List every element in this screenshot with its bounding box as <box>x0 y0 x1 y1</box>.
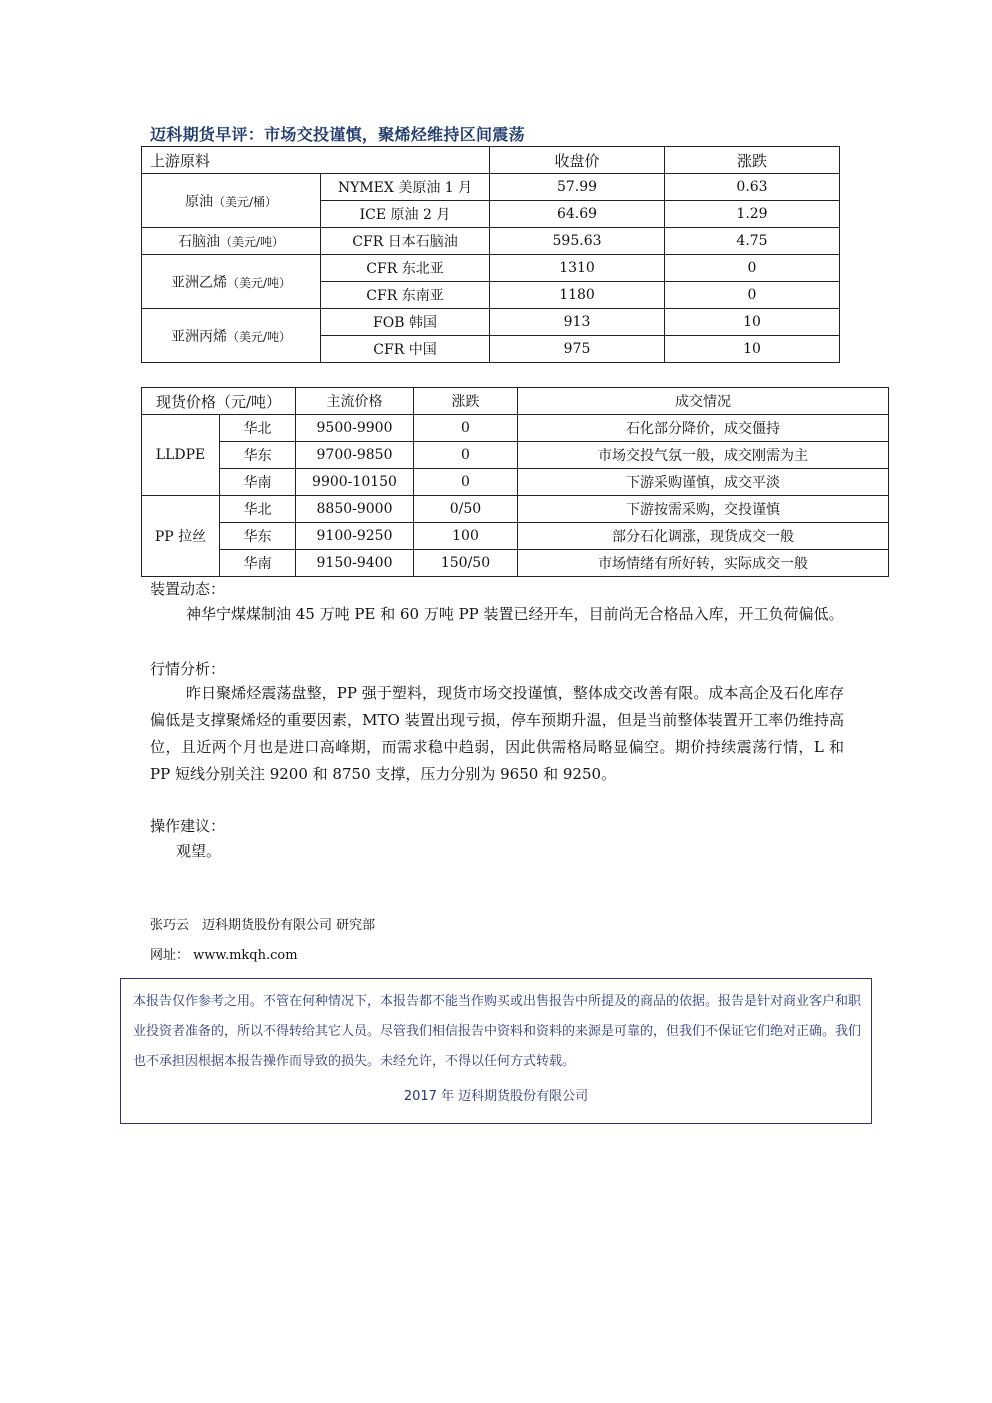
device-heading: 装置动态： <box>150 580 226 598</box>
product-label: PP 拉丝 <box>142 496 220 577</box>
spot-price-table <box>141 387 889 577</box>
analysis-text: 昨日聚烯烃震荡盘整，PP 强于塑料，现货市场交投谨慎，整体成交改善有限。成本高企及石化库存偏低是支撑聚烯烃的重要因素，MTO 装置出现亏损，停车预期升温，但是当前整体装置开工率仍维持高位，且近两个月也是进口高峰期，而需求稳中趋弱，因此供需格局略显偏空。期价持续震荡行情，L 和 PP 短线分别关注 9200 和 8750 支撑，压力分别为 9650 和 9250。 <box>150 684 844 783</box>
header-price: 主流价格 <box>296 388 414 415</box>
status-cell: 石化部分降价，成交僵持 <box>518 415 889 442</box>
status-cell: 下游采购谨慎，成交平淡 <box>518 469 889 496</box>
price-cell: 9700-9850 <box>296 442 414 469</box>
header-change: 涨跌 <box>665 147 840 174</box>
change-cell: 0 <box>414 469 518 496</box>
author-line: 张巧云 迈科期货股份有限公司 研究部 <box>150 918 376 933</box>
close-cell: 1310 <box>490 255 665 282</box>
group-label: 亚洲乙烯（美元/吨） <box>142 255 321 309</box>
website-line: 网址： www.mkqh.com <box>150 948 298 963</box>
advice-text: 观望。 <box>176 842 222 860</box>
group-label: 石脑油（美元/吨） <box>142 228 321 255</box>
change-cell: 10 <box>665 309 840 336</box>
group-label: 亚洲丙烯（美元/吨） <box>142 309 321 363</box>
table-header-row <box>142 388 889 415</box>
region-cell: 华北 <box>220 496 296 523</box>
item-cell: CFR 日本石脑油 <box>321 228 490 255</box>
region-cell: 华东 <box>220 442 296 469</box>
item-cell: CFR 中国 <box>321 336 490 363</box>
upstream-table <box>141 146 840 363</box>
disclaimer-box <box>120 978 872 1124</box>
header-status: 成交情况 <box>518 388 889 415</box>
device-text: 神华宁煤煤制油 45 万吨 PE 和 60 万吨 PP 装置已经开车，目前尚无合格品入库，开工负荷偏低。 <box>186 605 844 623</box>
header-change: 涨跌 <box>414 388 518 415</box>
close-cell: 1180 <box>490 282 665 309</box>
change-cell: 0 <box>665 282 840 309</box>
region-cell: 华南 <box>220 469 296 496</box>
status-cell: 部分石化调涨，现货成交一般 <box>518 523 889 550</box>
price-cell: 9500-9900 <box>296 415 414 442</box>
item-cell: CFR 东北亚 <box>321 255 490 282</box>
table-row <box>142 415 889 442</box>
status-cell: 下游按需采购，交投谨慎 <box>518 496 889 523</box>
header-close: 收盘价 <box>490 147 665 174</box>
region-cell: 华南 <box>220 550 296 577</box>
disclaimer-footer: 2017 年 迈科期货股份有限公司 <box>403 1089 589 1104</box>
change-cell: 1.29 <box>665 201 840 228</box>
close-cell: 57.99 <box>490 174 665 201</box>
item-cell: CFR 东南亚 <box>321 282 490 309</box>
table-row <box>142 174 840 201</box>
change-cell: 0.63 <box>665 174 840 201</box>
table-header-row <box>142 147 840 174</box>
table-row <box>142 255 840 282</box>
close-cell: 913 <box>490 309 665 336</box>
item-cell: ICE 原油 2 月 <box>321 201 490 228</box>
status-cell: 市场情绪有所好转，实际成交一般 <box>518 550 889 577</box>
change-cell: 0 <box>414 442 518 469</box>
header-upstream: 上游原料 <box>142 147 490 174</box>
region-cell: 华北 <box>220 415 296 442</box>
close-cell: 595.63 <box>490 228 665 255</box>
change-cell: 0/50 <box>414 496 518 523</box>
price-cell: 9150-9400 <box>296 550 414 577</box>
change-cell: 0 <box>665 255 840 282</box>
change-cell: 150/50 <box>414 550 518 577</box>
region-cell: 华东 <box>220 523 296 550</box>
header-spot: 现货价格（元/吨） <box>142 388 296 415</box>
table-row <box>142 442 889 469</box>
item-cell: NYMEX 美原油 1 月 <box>321 174 490 201</box>
item-cell: FOB 韩国 <box>321 309 490 336</box>
table-row <box>142 496 889 523</box>
product-label: LLDPE <box>142 415 220 496</box>
table-row <box>142 550 889 577</box>
table-row <box>142 309 840 336</box>
analysis-heading: 行情分析： <box>150 660 226 678</box>
change-cell: 10 <box>665 336 840 363</box>
table-row <box>142 228 840 255</box>
group-label: 原油（美元/桶） <box>142 174 321 228</box>
price-cell: 9100-9250 <box>296 523 414 550</box>
status-cell: 市场交投气氛一般，成交刚需为主 <box>518 442 889 469</box>
change-cell: 100 <box>414 523 518 550</box>
disclaimer-text: 本报告仅作参考之用。不管在何种情况下，本报告都不能当作购买或出售报告中所提及的商品的依据。报告是针对商业客户和职业投资者准备的，所以不得转给其它人员。尽管我们相信报告中资料和资料的来源是可靠的，但我们不保证它们绝对正确。我们也不承担因根据本报告操作而导致的损失。未经允许，不得以任何方式转载。 <box>133 994 862 1069</box>
advice-heading: 操作建议： <box>150 817 226 835</box>
table-row <box>142 469 889 496</box>
report-title: 迈科期货早评：市场交投谨慎，聚烯烃维持区间震荡 <box>150 125 525 144</box>
table-row <box>142 523 889 550</box>
price-cell: 9900-10150 <box>296 469 414 496</box>
close-cell: 975 <box>490 336 665 363</box>
price-cell: 8850-9000 <box>296 496 414 523</box>
change-cell: 0 <box>414 415 518 442</box>
change-cell: 4.75 <box>665 228 840 255</box>
close-cell: 64.69 <box>490 201 665 228</box>
